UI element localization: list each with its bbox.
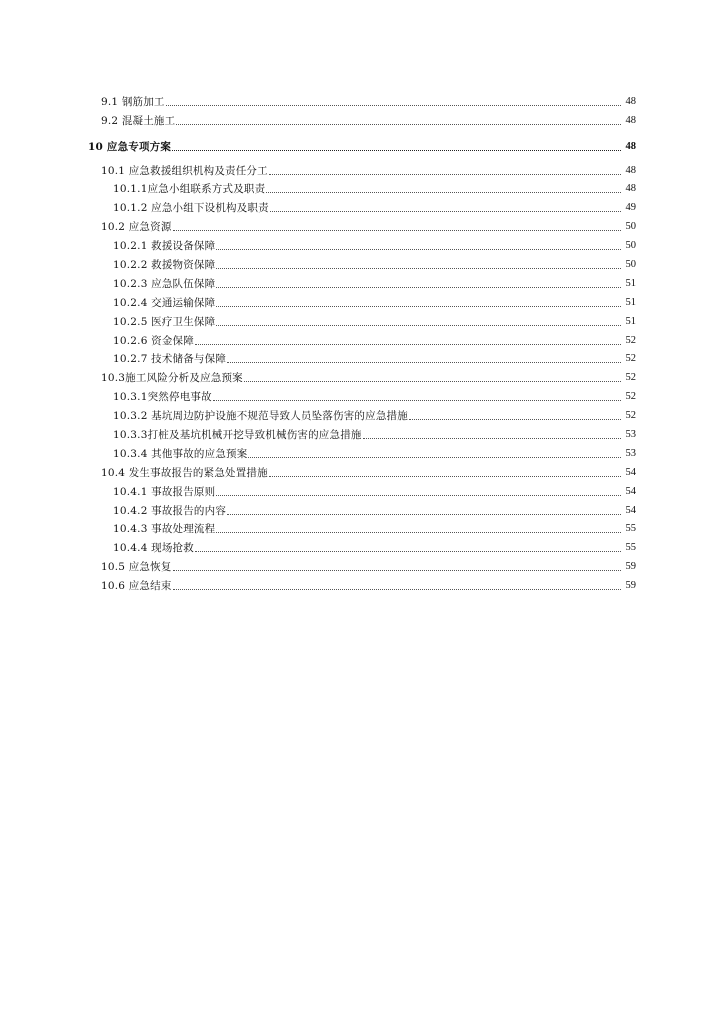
toc-entry-label: 10.2.5 医疗卫生保障: [113, 315, 216, 328]
toc-entry-9-1[interactable]: [88, 89, 636, 108]
toc-entry-10-3-3[interactable]: [88, 422, 636, 441]
toc-entry-label: 10.2.3 应急队伍保障: [113, 277, 216, 290]
toc-entry-label: 10.3.2 基坑周边防护设施不规范导致人员坠落伤害的应急措施: [113, 410, 408, 423]
toc-entry-label: 10.2.6 资金保障: [113, 334, 194, 347]
toc-entry-10-2[interactable]: [88, 214, 636, 233]
toc-entry-label: 10.3.1突然停电事故: [113, 391, 212, 404]
toc-entry-label: 10.2 应急资源: [101, 221, 172, 234]
toc-leader-dots: [172, 150, 621, 151]
toc-page-number: 50: [625, 240, 636, 252]
toc-entry-label: 10.6 应急结束: [101, 580, 172, 593]
toc-leader-dots: [270, 211, 621, 212]
toc-page-number: 54: [625, 466, 636, 478]
toc-entry-label: 10.1 应急救援组织机构及责任分工: [101, 164, 268, 177]
toc-entry-label: 10.5 应急恢复: [101, 561, 172, 574]
toc-entry-10-4-3[interactable]: [88, 517, 636, 536]
toc-page-number: 51: [625, 315, 636, 327]
toc-leader-dots: [166, 105, 621, 106]
toc-leader-dots: [248, 457, 621, 458]
toc-leader-dots: [176, 124, 621, 125]
toc-entry-label: 10 应急专项方案: [88, 140, 172, 153]
toc-entry-10-2-1[interactable]: [88, 233, 636, 252]
toc-leader-dots: [195, 551, 621, 552]
toc-leader-dots: [216, 532, 621, 533]
toc-leader-dots: [227, 514, 621, 515]
toc-entry-label: 10.2.1 救援设备保障: [113, 240, 216, 253]
toc-leader-dots: [173, 230, 621, 231]
toc-entry-label: 10.4 发生事故报告的紧急处置措施: [101, 466, 268, 479]
toc-page-number: 49: [625, 202, 636, 214]
toc-page-number: 54: [625, 504, 636, 516]
toc-page-number: 52: [625, 372, 636, 384]
toc-page-number: 48: [625, 114, 636, 126]
toc-page-number: 52: [625, 410, 636, 422]
toc-page-number: 52: [625, 353, 636, 365]
toc-page-number: 52: [625, 391, 636, 403]
toc-page-number: 50: [625, 221, 636, 233]
toc-entry-10-1[interactable]: [88, 158, 636, 177]
toc-page-number: 48: [625, 140, 636, 152]
toc-leader-dots: [244, 381, 621, 382]
toc-entry-10-4-4[interactable]: [88, 535, 636, 554]
toc-page-number: 55: [625, 523, 636, 535]
toc-entry-label: 10.4.2 事故报告的内容: [113, 504, 227, 517]
toc-entry-label: 10.1.2 应急小组下设机构及职责: [113, 202, 269, 215]
toc-leader-dots: [227, 362, 621, 363]
toc-page-number: 51: [625, 296, 636, 308]
toc-entry-10[interactable]: [88, 134, 636, 153]
toc-entry-10-1-1[interactable]: [88, 177, 636, 196]
toc-leader-dots: [266, 192, 621, 193]
toc-entry-label: 10.2.2 救援物资保障: [113, 259, 216, 272]
toc-page-number: 59: [625, 561, 636, 573]
toc-page-number: 48: [625, 183, 636, 195]
toc-entry-10-5[interactable]: [88, 554, 636, 573]
toc-leader-dots: [216, 268, 621, 269]
toc-entry-10-2-2[interactable]: [88, 252, 636, 271]
toc-page-number: 54: [625, 485, 636, 497]
toc-entry-9-2[interactable]: [88, 108, 636, 127]
toc-entry-label: 9.2 混凝土施工: [101, 114, 176, 127]
toc-page-number: 53: [625, 429, 636, 441]
toc-page-number: 55: [625, 542, 636, 554]
toc-entry-label: 10.1.1应急小组联系方式及职责: [113, 183, 266, 196]
toc-entry-label: 10.2.7 技术储备与保障: [113, 353, 227, 366]
toc-page-number: 51: [625, 277, 636, 289]
toc-entry-label: 10.4.1 事故报告原则: [113, 485, 216, 498]
toc-page-number: 48: [625, 95, 636, 107]
toc-entry-10-2-5[interactable]: [88, 309, 636, 328]
toc-leader-dots: [269, 476, 621, 477]
toc-leader-dots: [216, 495, 621, 496]
toc-entry-10-4-2[interactable]: [88, 498, 636, 517]
toc-entry-label: 10.3.4 其他事故的应急预案: [113, 447, 248, 460]
toc-entry-10-3-1[interactable]: [88, 384, 636, 403]
toc-page-number: 52: [625, 334, 636, 346]
toc-leader-dots: [216, 325, 621, 326]
toc-leader-dots: [216, 306, 621, 307]
toc-entry-10-2-7[interactable]: [88, 347, 636, 366]
toc-page-number: 59: [625, 580, 636, 592]
toc-entry-label: 10.4.4 现场抢救: [113, 542, 194, 555]
toc-leader-dots: [173, 589, 621, 590]
toc-page-number: 50: [625, 259, 636, 271]
toc-entry-10-6[interactable]: [88, 573, 636, 592]
toc-entry-10-3-4[interactable]: [88, 441, 636, 460]
toc-entry-10-4-1[interactable]: [88, 479, 636, 498]
toc-entry-10-2-3[interactable]: [88, 271, 636, 290]
toc-leader-dots: [269, 174, 621, 175]
toc-entry-10-1-2[interactable]: [88, 195, 636, 214]
toc-entry-label: 10.3施工风险分析及应急预案: [101, 372, 243, 385]
toc-entry-10-4[interactable]: [88, 460, 636, 479]
toc-leader-dots: [363, 438, 621, 439]
toc-entry-label: 10.3.3打桩及基坑机械开挖导致机械伤害的应急措施: [113, 429, 362, 442]
toc-leader-dots: [213, 400, 621, 401]
toc-entry-label: 9.1 钢筋加工: [101, 95, 165, 108]
toc-entry-10-3[interactable]: [88, 365, 636, 384]
toc-entry-10-3-2[interactable]: [88, 403, 636, 422]
toc-leader-dots: [216, 249, 621, 250]
toc-entry-label: 10.4.3 事故处理流程: [113, 523, 216, 536]
toc-page-number: 48: [625, 164, 636, 176]
toc-leader-dots: [409, 419, 621, 420]
toc-leader-dots: [216, 287, 621, 288]
table-of-contents: [88, 89, 636, 592]
toc-entry-10-2-6[interactable]: [88, 328, 636, 347]
toc-entry-label: 10.2.4 交通运输保障: [113, 296, 216, 309]
toc-leader-dots: [195, 344, 621, 345]
toc-leader-dots: [173, 570, 621, 571]
toc-page-number: 53: [625, 447, 636, 459]
toc-entry-10-2-4[interactable]: [88, 290, 636, 309]
